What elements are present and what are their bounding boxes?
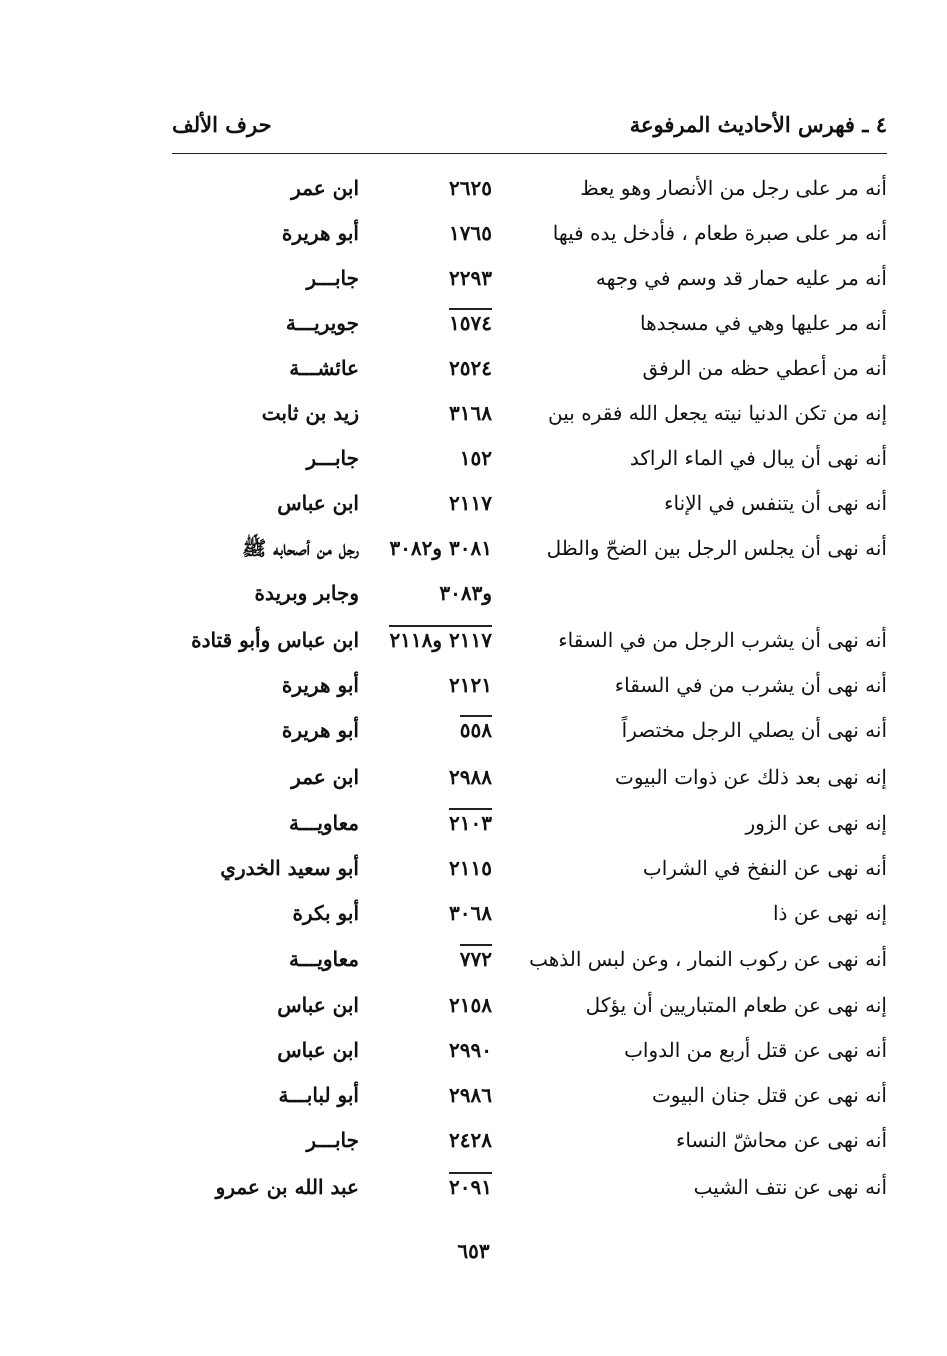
hadith-text: أنه مر عليها وهي في مسجدها — [640, 311, 887, 335]
hadith-number: ٢٠٩١ — [449, 1172, 492, 1199]
index-entry — [0, 356, 947, 400]
narrator: أبو سعيد الخدري — [220, 856, 359, 880]
hadith-number: ٢٦٢٥ — [449, 176, 492, 200]
narrator: وجابر وبريدة — [254, 581, 359, 605]
narrator: ابن عمر — [291, 765, 359, 789]
narrator: أبو بكرة — [292, 901, 359, 925]
hadith-text: أنه نهى عن ركوب النمار ، وعن لبس الذهب — [529, 947, 887, 971]
hadith-text: إنه نهى عن طعام المتباريين أن يؤكل — [585, 993, 887, 1017]
hadith-number: ٢١١٧ — [449, 491, 492, 515]
index-entry — [0, 446, 947, 490]
hadith-text: إنه نهى بعد ذلك عن ذوات البيوت — [614, 765, 887, 789]
index-entry — [0, 311, 947, 355]
hadith-number: ٣١٦٨ — [449, 401, 492, 425]
narrator: رجل من أصحابه ﷺ — [242, 536, 359, 560]
hadith-text: أنه نهى أن يشرب الرجل من في السقاء — [558, 628, 887, 652]
index-entry — [0, 718, 947, 762]
page-number: ٦٥٣ — [457, 1239, 490, 1263]
index-entry — [0, 947, 947, 991]
hadith-number: ٢١٠٣ — [449, 808, 492, 835]
narrator: معاويـــة — [289, 811, 359, 835]
index-entry — [0, 811, 947, 855]
hadith-text: أنه نهى أن يجلس الرجل بين الضحّ والظل — [546, 536, 887, 560]
index-entry — [0, 536, 947, 580]
hadith-number: ١٥٢ — [459, 446, 492, 470]
narrator: معاويـــة — [289, 947, 359, 971]
hadith-text: أنه من أعطي حظه من الرفق — [642, 356, 887, 380]
hadith-text: أنه نهى أن يتنفس في الإناء — [664, 491, 887, 515]
hadith-number: ٢٤٢٨ — [449, 1128, 492, 1152]
hadith-text: أنه نهى عن قتل جنان البيوت — [651, 1083, 887, 1107]
index-title: ٤ ـ فهرس الأحاديث المرفوعة — [629, 112, 887, 137]
index-entry — [0, 901, 947, 945]
hadith-number: ٢٩٨٦ — [449, 1083, 492, 1107]
hadith-number: ١٧٦٥ — [449, 221, 492, 245]
hadith-number: ٥٥٨ — [460, 715, 492, 742]
hadith-text: أنه نهى أن يصلي الرجل مختصراً — [621, 718, 887, 742]
hadith-number: ٢١١٥ — [449, 856, 492, 880]
index-entry — [0, 993, 947, 1037]
narrator: ابن عباس — [277, 993, 359, 1017]
hadith-number: ٢١٥٨ — [449, 993, 492, 1017]
index-entry — [0, 1128, 947, 1172]
index-entry — [0, 673, 947, 717]
hadith-number: ٢٩٩٠ — [449, 1038, 492, 1062]
hadith-text: أنه نهى عن محاشّ النساء — [675, 1128, 887, 1152]
narrator: جويريـــة — [285, 311, 359, 335]
hadith-number: ٢٥٢٤ — [449, 356, 492, 380]
narrator: ابن عباس — [277, 491, 359, 515]
narrator: جابـــر — [306, 446, 359, 470]
hadith-text: أنه نهى عن نتف الشيب — [693, 1175, 887, 1199]
hadith-text: إنه نهى عن الزور — [745, 811, 887, 835]
hadith-number: ٢٩٨٨ — [449, 765, 492, 789]
narrator: أبو هريرة — [281, 718, 359, 742]
hadith-number: ٧٧٢ — [460, 944, 492, 971]
hadith-number: ٣٠٦٨ — [449, 901, 492, 925]
index-entry — [0, 1175, 947, 1219]
index-entry — [0, 1083, 947, 1127]
narrator: عبد الله بن عمرو — [215, 1175, 359, 1199]
hadith-number: ٣٠٨١ و٣٠٨٢ — [389, 536, 492, 560]
narrator: عائشـــة — [289, 356, 359, 380]
hadith-number: ٢٢٩٣ — [449, 266, 492, 290]
narrator: ابن عباس وأبو قتادة — [191, 628, 359, 652]
hadith-text: إنه من تكن الدنيا نيته يجعل الله فقره بين — [548, 401, 887, 425]
hadith-text: أنه نهى عن النفخ في الشراب — [642, 856, 887, 880]
hadith-number: و٣٠٨٣ — [439, 581, 492, 605]
hadith-number: ٢١٢١ — [449, 673, 492, 697]
hadith-text: أنه نهى أن يشرب من في السقاء — [614, 673, 887, 697]
hadith-text: أنه مر عليه حمار قد وسم في وجهه — [595, 266, 887, 290]
hadith-number: ٢١١٧ و٢١١٨ — [389, 625, 492, 652]
hadith-text: إنه نهى عن ذا — [773, 901, 887, 925]
hadith-text: أنه نهى عن قتل أربع من الدواب — [624, 1038, 887, 1062]
index-entry — [0, 628, 947, 672]
index-entry — [0, 491, 947, 535]
index-entry — [0, 221, 947, 265]
narrator: ابن عمر — [291, 176, 359, 200]
index-entry — [0, 1038, 947, 1082]
narrator: جابـــر — [306, 1128, 359, 1152]
narrator: أبو هريرة — [281, 221, 359, 245]
narrator: أبو هريرة — [281, 673, 359, 697]
narrator: جابـــر — [306, 266, 359, 290]
narrator: ابن عباس — [277, 1038, 359, 1062]
narrator: زيد بن ثابت — [261, 401, 359, 425]
hadith-number: ١٥٧٤ — [449, 308, 492, 335]
letter-section-title: حرف الألف — [172, 112, 272, 137]
index-entry — [0, 401, 947, 445]
index-entry — [0, 856, 947, 900]
index-entry — [0, 765, 947, 809]
index-entry — [0, 266, 947, 310]
hadith-text: أنه نهى أن يبال في الماء الراكد — [629, 446, 887, 470]
hadith-text: أنه مر على رجل من الأنصار وهو يعظ — [580, 176, 887, 200]
index-entry — [0, 581, 947, 625]
index-entry — [0, 176, 947, 220]
narrator: أبو لبابـــة — [278, 1083, 359, 1107]
hadith-text: أنه مر على صبرة طعام ، فأدخل يده فيها — [552, 221, 887, 245]
